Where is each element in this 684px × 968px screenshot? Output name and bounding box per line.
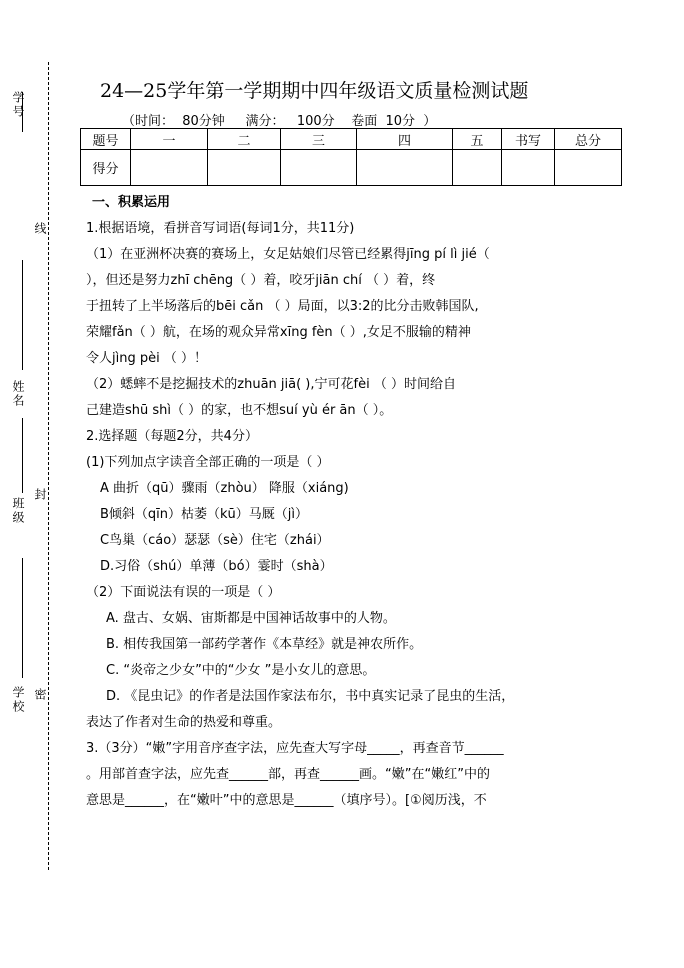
question-text-line: 令人jìng pèi （ ）！ [86,351,207,366]
score-header-cell: 一 [131,129,208,150]
question-text-line: (1)下列加点字读音全部正确的一项是（ ） [86,455,330,470]
question-3-title: 3.（3分）“嫩”字用音序查字法，应先查大写字母_____，再查音节______ [86,741,504,756]
choice-option: C鸟巢（cáo）瑟瑟（sè）住宅（zhái） [100,533,330,548]
question-text-line: 表达了作者对生命的热爱和尊重。 [86,715,282,730]
score-header-cell: 三 [281,129,357,150]
score-table [80,128,622,186]
exam-content [86,190,606,814]
question-text-line: （1）在亚洲杯决赛的赛场上，女足姑娘们尽管已经累得jīng pí lì jié（ [86,247,490,262]
binding-class-label: 班级 [11,497,25,525]
choice-option: C. “炎帝之少女”中的“少女 ”是小女儿的意思。 [106,663,376,678]
question-text-line: （2）蟋蟀不是挖掘技术的zhuān jiā( ),宁可花fèi （ ）时间给自 [86,377,456,392]
score-row-label: 得分 [81,150,131,186]
question-text-line: 荣耀fǎn（ ）航，在场的观众异常xīng fèn（ ）,女足不服输的精神 [86,325,471,340]
binding-seal-xian: 线 [33,222,47,236]
exam-info: （时间： 80分钟 满分： 100分 卷面 10分 ） [122,114,437,129]
score-cell[interactable] [131,150,208,186]
question-2-title: 2.选择题（每题2分，共4分） [86,429,258,444]
score-header-cell: 四 [357,129,453,150]
score-header-cell: 五 [453,129,502,150]
score-table-header-row [81,129,622,150]
binding-school-label: 学校 [11,686,25,714]
binding-school-blank-line [22,558,23,678]
score-cell[interactable] [502,150,555,186]
score-cell[interactable] [453,150,502,186]
binding-seal-mi: 密 [33,688,47,702]
choice-option: D.习俗（shú）单薄（bó）霎时（shà） [100,559,333,574]
binding-number-blank-line [22,92,23,132]
question-text-line: ），但还是努力zhī chēng（ ）着，咬牙jiān chí （ ）着，终 [86,273,436,288]
question-text-line: 。用部首查字法，应先查______部，再查______画。“嫩”在“嫩红”中的 [86,767,490,782]
score-cell[interactable] [208,150,281,186]
binding-class-blank-line [22,418,23,493]
score-header-cell: 题号 [81,129,131,150]
score-cell[interactable] [555,150,622,186]
binding-number-label: 学号 [11,91,25,119]
choice-option: A. 盘古、女娲、宙斯都是中国神话故事中的人物。 [106,611,396,626]
question-text-line: 意思是______，在“嫩叶”中的意思是______（填序号）。[①阅历浅，不 [86,793,487,808]
binding-seal-feng: 封 [33,488,47,502]
binding-name-blank-line [22,260,23,370]
choice-option: B倾斜（qīn）枯萎（kū）马厩（jì） [100,507,309,522]
choice-option: A 曲折（qū）骤雨（zhòu） 降服（xiáng) [100,481,349,496]
choice-option: D. 《昆虫记》的作者是法国作家法布尔，书中真实记录了昆虫的生活， [106,689,515,704]
score-header-cell: 总分 [555,129,622,150]
score-table-score-row [81,150,622,186]
score-cell[interactable] [281,150,357,186]
question-1-title: 1.根据语境，看拼音写词语(每词1分，共11分) [86,221,355,236]
question-text-line: 己建造shū shì（ ）的家，也不想suí yù ér ān（ ）。 [86,403,393,418]
question-text-line: 于扭转了上半场落后的bēi cǎn （ ）局面，以3:2的比分击败韩国队, [86,299,479,314]
choice-option: B. 相传我国第一部药学著作《本草经》就是神农所作。 [106,637,423,652]
binding-dashed-line [48,62,49,870]
score-header-cell: 二 [208,129,281,150]
score-cell[interactable] [357,150,453,186]
section-heading: 一、积累运用 [92,195,171,210]
question-text-line: （2）下面说法有误的一项是（ ） [86,585,281,600]
page-title: 24—25学年第一学期期中四年级语文质量检测试题 [100,80,529,102]
binding-name-label: 姓名 [11,380,25,408]
score-header-cell: 书写 [502,129,555,150]
